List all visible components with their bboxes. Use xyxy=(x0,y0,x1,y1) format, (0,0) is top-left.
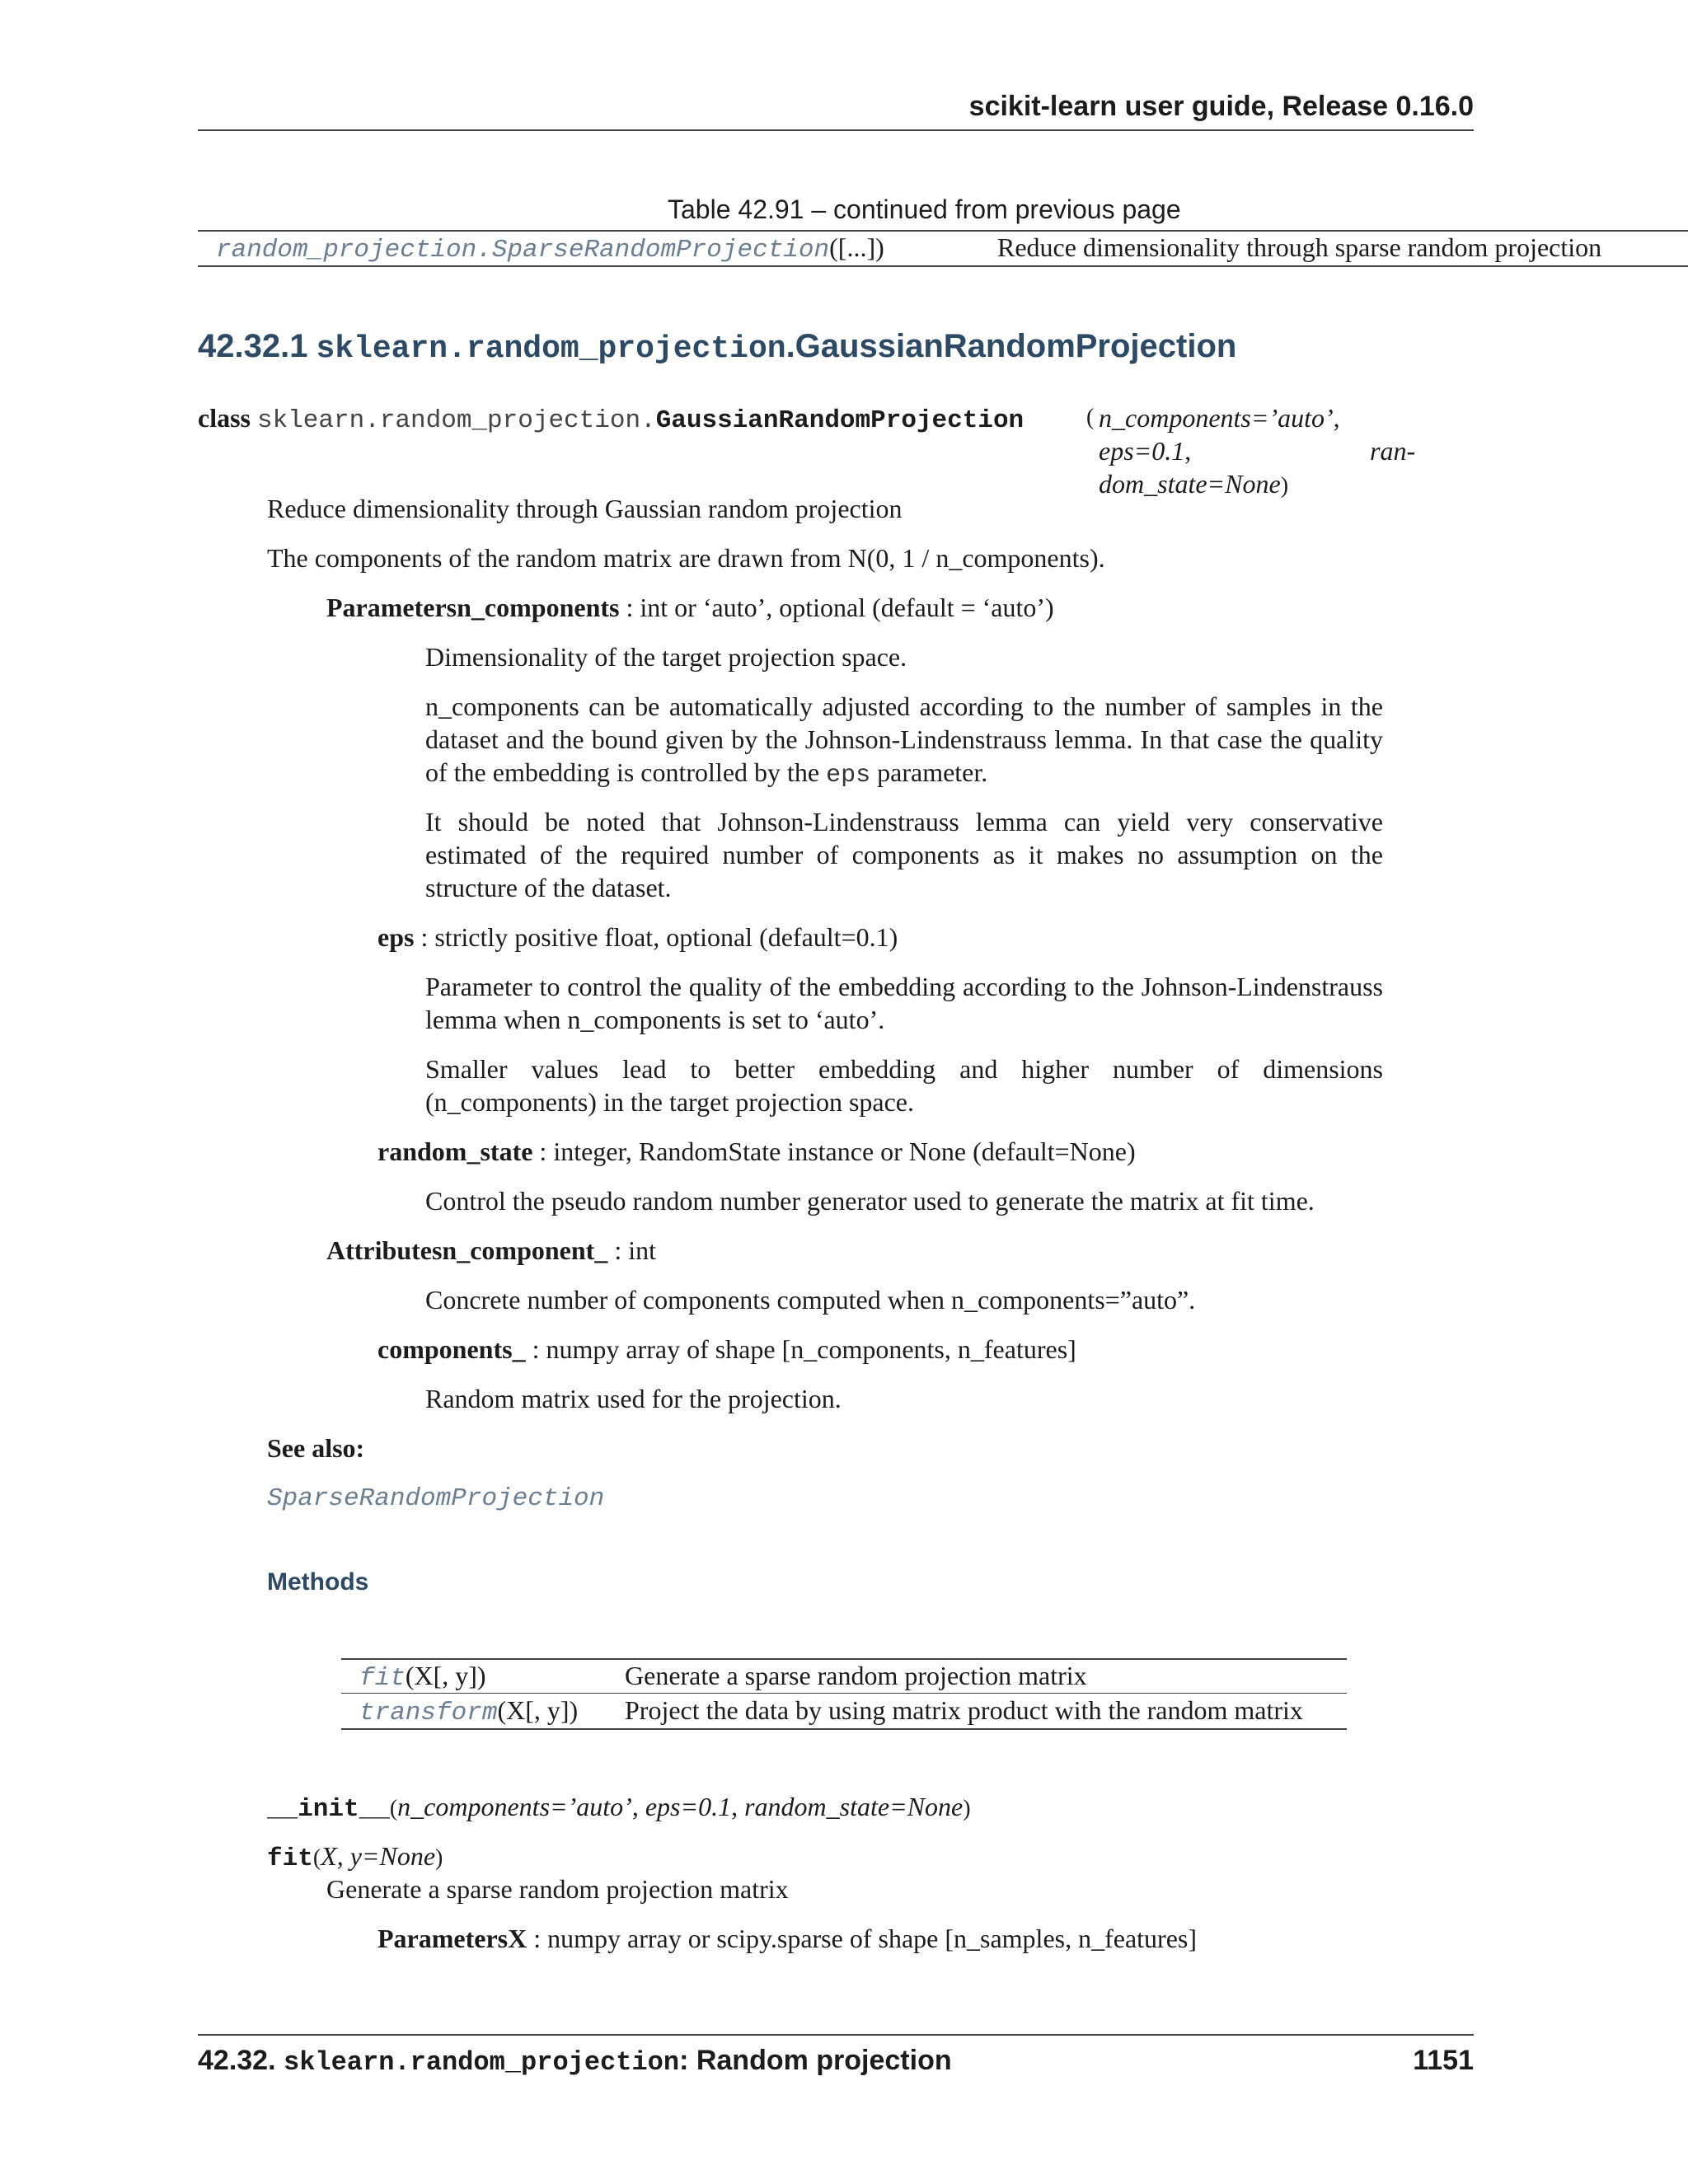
param-eps-header xyxy=(377,921,898,954)
init-close: ) xyxy=(963,1796,971,1821)
fit-arg-y: y=None xyxy=(349,1841,436,1871)
param-random-state-desc: Control the pseudo random number generator used to generate the matrix at fit time. xyxy=(425,1186,1315,1216)
methods-heading: Methods xyxy=(267,1568,369,1596)
param-eps-desc1: Parameter to control the quality of the embedding according to the Johnson-Lindenstrauss lemma when n_components is set to ‘auto’. xyxy=(425,972,1383,1034)
table-row xyxy=(216,231,884,267)
methods-table-bottom-rule xyxy=(341,1728,1347,1730)
attr-components-header xyxy=(377,1333,1076,1366)
table-row xyxy=(359,1694,578,1730)
method-description: Generate a sparse random projection matrix xyxy=(625,1661,1087,1690)
arg-sep2: , xyxy=(1184,436,1192,466)
desc2-text: n_components can be automatically adjusted according to the number of samples in the dataset and the bound given by the Johnson-Lindenstrauss lemma. In that case the quality of the embedding is controlled by the xyxy=(425,691,1383,787)
init-name: __init__ xyxy=(267,1795,390,1824)
table-row-description: Reduce dimensionality through sparse random projection xyxy=(997,232,1602,262)
param-type: : int or ‘auto’, optional (default = ‘auto’) xyxy=(619,593,1054,622)
footer-title: : Random projection xyxy=(679,2045,952,2076)
method-transform-link[interactable]: transform xyxy=(359,1699,498,1727)
signature-args-line1 xyxy=(1099,401,1340,434)
running-header: scikit-learn user guide, Release 0.16.0 xyxy=(968,91,1474,122)
footer-rule xyxy=(198,2034,1474,2036)
init-signature xyxy=(267,1790,971,1826)
signature-close-paren: ) xyxy=(1280,473,1289,499)
fit-sep: , xyxy=(336,1841,350,1871)
footer-module: sklearn.random_projection xyxy=(283,2047,680,2078)
method-args: (X[, y]) xyxy=(497,1695,579,1725)
attr-type: : numpy array of shape [n_components, n_features] xyxy=(525,1334,1076,1364)
section-heading xyxy=(198,326,1236,367)
arg-sep: , xyxy=(1333,403,1340,433)
param-random-state-header xyxy=(377,1135,1136,1168)
param-n-components-desc3: It should be noted that Johnson-Lindenstrauss lemma can yield very conservative estimated of the required number of components as it makes no assumption on the structure of the dataset. xyxy=(425,807,1383,902)
fit-close: ) xyxy=(435,1845,443,1871)
attr-name: components_ xyxy=(377,1334,526,1364)
fit-open: ( xyxy=(312,1845,321,1871)
footer-section-number: 42.32. xyxy=(198,2045,284,2076)
fit-param-header xyxy=(377,1922,1197,1955)
method-args: (X[, y]) xyxy=(405,1661,486,1690)
table-bottom-rule xyxy=(198,265,1688,267)
section-number: 42.32.1 xyxy=(198,328,308,364)
module-prefix: sklearn.random_projection. xyxy=(257,406,656,435)
arg-n-components: n_components=’auto’ xyxy=(1099,403,1334,433)
attributes-label: Attributes xyxy=(326,1235,443,1265)
init-arg-n-components: n_components=’auto’ xyxy=(397,1792,632,1821)
class-description: The components of the random matrix are drawn from N(0, 1 / n_components). xyxy=(267,543,1105,573)
attr-type: : int xyxy=(607,1235,656,1265)
init-sep1: , xyxy=(631,1792,645,1821)
parameters-label: Parameters xyxy=(326,593,457,622)
table-row-args: ([...]) xyxy=(829,232,884,262)
param-name: eps xyxy=(377,922,415,952)
arg-eps: eps=0.1 xyxy=(1099,436,1185,466)
signature-args-line2 xyxy=(1099,434,1191,467)
see-also-link[interactable]: SparseRandomProjection xyxy=(267,1484,605,1513)
fit-signature xyxy=(267,1840,443,1876)
method-description: Project the data by using matrix product with the random matrix xyxy=(625,1695,1303,1725)
method-fit-link[interactable]: fit xyxy=(359,1664,406,1693)
footer-section xyxy=(198,2042,952,2081)
class-summary: Reduce dimensionality through Gaussian random projection xyxy=(267,494,903,523)
arg-random-state-part2: dom_state=None xyxy=(1099,469,1281,499)
param-eps-desc2: Smaller values lead to better embedding and higher number of dimensions (n_components) in the target projection space. xyxy=(425,1054,1383,1117)
param-type: : integer, RandomState instance or None (default=None) xyxy=(532,1137,1136,1166)
param-type: : strictly positive float, optional (default=0.1) xyxy=(414,922,898,952)
page-number: 1151 xyxy=(1413,2045,1474,2076)
init-arg-eps: eps=0.1 xyxy=(645,1792,732,1821)
section-module: sklearn.random_projection xyxy=(316,331,786,367)
attr-name: n_component_ xyxy=(442,1235,608,1265)
fit-arg-x: X xyxy=(321,1841,337,1871)
param-n-components-header xyxy=(326,591,1054,624)
fit-summary: Generate a sparse random projection matrix xyxy=(326,1874,789,1904)
init-open: ( xyxy=(389,1796,398,1821)
section-class-name: .GaussianRandomProjection xyxy=(785,328,1237,364)
fit-param-type: : numpy array or scipy.sparse of shape [n_samples, n_features] xyxy=(527,1924,1198,1953)
attr-n-component-desc: Concrete number of components computed when n_components=”auto”. xyxy=(425,1285,1196,1315)
see-also-label: See also: xyxy=(267,1433,365,1463)
attr-n-component-header xyxy=(326,1234,656,1267)
header-rule xyxy=(198,129,1474,131)
init-arg-random-state: random_state=None xyxy=(744,1792,964,1821)
desc2-text-end: parameter. xyxy=(870,757,988,787)
fit-params-label: Parameters xyxy=(377,1924,509,1953)
class-name: GaussianRandomProjection xyxy=(655,406,1025,435)
init-sep2: , xyxy=(731,1792,745,1821)
param-n-components-desc2 xyxy=(425,690,1383,792)
param-n-components-desc1: Dimensionality of the target projection space. xyxy=(425,642,907,672)
fit-name: fit xyxy=(267,1844,313,1873)
signature-open-paren: ( xyxy=(1086,405,1095,430)
class-keyword: class xyxy=(198,403,251,433)
table-row xyxy=(359,1659,486,1695)
class-signature xyxy=(198,401,1024,438)
eps-code: eps xyxy=(826,762,871,790)
param-name: n_components xyxy=(457,593,620,622)
arg-random-state-part1: ran- xyxy=(1370,436,1416,466)
signature-args-line3 xyxy=(1099,467,1288,503)
attr-components-desc: Random matrix used for the projection. xyxy=(425,1384,842,1413)
fit-param-name: X xyxy=(508,1924,528,1953)
param-name: random_state xyxy=(377,1137,533,1166)
table-caption: Table 42.91 – continued from previous page xyxy=(668,194,1181,224)
sparse-random-projection-link[interactable]: random_projection.SparseRandomProjection xyxy=(216,236,830,265)
